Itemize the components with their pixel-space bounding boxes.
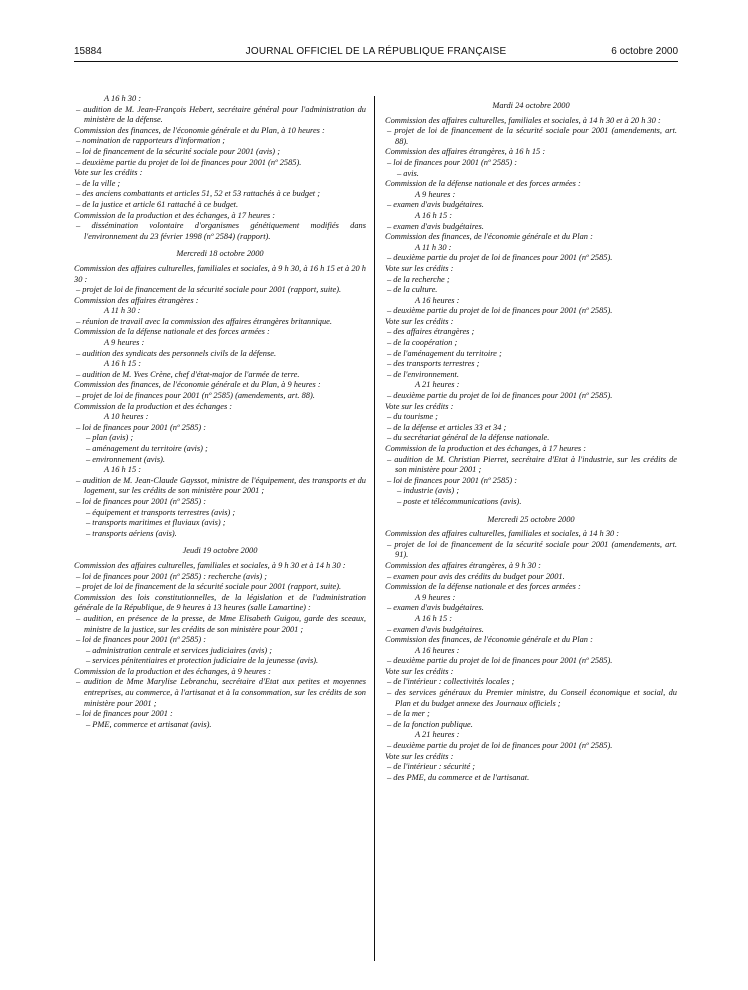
time-heading: A 21 heures : [415,730,460,740]
commission-heading: Commission des finances, de l'économie générale et du Plan : [385,635,593,645]
agenda-item: – projet de loi de finances pour 2001 (nº 2585) (amendements, art. 88). [76,391,315,401]
agenda-item: – examen d'avis budgétaires. [387,200,484,210]
agenda-item: – examen pour avis des crédits du budget pour 2001. [387,571,565,581]
agenda-item: – de la justice et article 61 rattaché à ce budget. [76,199,239,209]
agenda-item: – projet de loi de financement de la sécurité sociale pour 2001 (rapport, suite). [76,285,342,295]
commission-heading: Commission des affaires étrangères, à 9 h 30 : [385,560,541,570]
agenda-item: – réunion de travail avec la commission des affaires étrangères britannique. [76,316,332,326]
time-heading: A 10 heures : [104,412,149,422]
agenda-item: – deuxième partie du projet de loi de finances pour 2001 (nº 2585). [387,306,613,316]
agenda-subitem: – administration centrale et services judiciaires (avis) ; [86,645,272,655]
page-header [74,46,678,60]
time-heading: A 16 h 15 : [415,613,453,623]
agenda-item: – loi de financement de la sécurité sociale pour 2001 (avis) ; [76,146,280,156]
commission-heading: Commission de la production et des échanges : [74,401,233,411]
time-heading: A 16 heures : [415,295,460,305]
day-heading: Mardi 24 octobre 2000 [492,101,570,110]
agenda-subitem: – poste et télécommunications (avis). [397,496,522,506]
agenda-subitem: – équipement et transports terrestres (avis) ; [86,507,236,517]
time-heading: A 16 h 30 : [104,94,142,103]
agenda-item: – loi de finances pour 2001 : [76,709,173,719]
commission-heading: Commission de la défense nationale et des forces armées : [385,179,581,189]
agenda-item: – de la coopération ; [387,338,458,348]
agenda-subitem: – transports aériens (avis). [86,528,177,538]
commission-heading: Commission des finances, de l'économie générale et du Plan, à 9 heures : [74,380,321,390]
agenda-item: – deuxième partie du projet de loi de finances pour 2001 (nº 2585). [387,656,613,666]
vote-heading: Vote sur les crédits : [385,666,454,676]
agenda-item: – projet de loi de financement de la sécurité sociale pour 2001 (amendements, art. 88). [387,126,677,146]
left-column [74,94,366,730]
agenda-subitem: – PME, commerce et artisanat (avis). [86,719,212,729]
agenda-item: – de la culture. [387,285,438,295]
agenda-item: – projet de loi de financement de la sécurité sociale pour 2001 (rapport, suite). [76,582,342,592]
day-heading: Mercredi 25 octobre 2000 [487,514,575,524]
agenda-item: – loi de finances pour 2001 (nº 2585) : [76,496,207,506]
time-heading: A 16 heures : [415,645,460,655]
commission-heading: Commission des affaires étrangères, à 16 h 15 : [385,147,546,157]
commission-heading: Commission de la production et des échanges, à 17 heures : [385,444,587,453]
commission-heading: Commission des affaires culturelles, familiales et sociales, à 14 h 30 : [385,529,620,539]
journal-title: JOURNAL OFFICIEL DE LA RÉPUBLIQUE FRANÇAISE [245,46,507,57]
agenda-item: – deuxième partie du projet de loi de finances pour 2001 (nº 2585). [387,741,613,751]
time-heading: A 16 h 15 : [104,465,142,475]
header-rule [74,61,678,62]
time-heading: A 16 h 15 : [415,210,453,220]
agenda-item: – dissémination volontaire d'organismes génétiquement modifiés dans l'environnement du 23 février 1998 (nº 2584) (rapport). [76,221,366,241]
day-heading: Jeudi 19 octobre 2000 [182,546,258,556]
vote-heading: Vote sur les crédits : [385,751,454,761]
vote-heading: Vote sur les crédits : [385,263,454,273]
agenda-item: – loi de finances pour 2001 (nº 2585) : [76,422,207,432]
agenda-item: – projet de loi de financement de la sécurité sociale pour 2001 (amendements, art. 91). [387,539,677,560]
agenda-subitem: – industrie (avis) ; [397,486,460,496]
commission-heading: Commission de la production et des échanges, à 9 heures : [74,666,271,676]
time-heading: A 9 heures : [104,338,145,348]
agenda-item: – examen d'avis budgétaires. [387,221,484,231]
agenda-item: – audition des syndicats des personnels civils de la défense. [76,348,277,358]
time-heading: A 21 heures : [415,380,460,390]
agenda-item: – loi de finances pour 2001 (nº 2585) : [76,635,207,645]
agenda-item: – loi de finances pour 2001 (nº 2585) : recherche (avis) ; [76,571,268,581]
agenda-item: – des anciens combattants et articles 51, 52 et 53 rattachés à ce budget ; [76,189,320,199]
agenda-item: – des transports terrestres ; [387,359,480,369]
agenda-subitem: – avis. [397,168,419,178]
agenda-item: – de l'intérieur : sécurité ; [387,762,476,772]
time-heading: A 11 h 30 : [415,242,452,252]
commission-heading: Commission des lois constitutionnelles, de la législation et de l'administration générale de la République, de 9 heures à 13 heures (salle Lamartine) : [74,592,366,613]
agenda-item: – audition, en présence de la presse, de Mme Elisabeth Guigou, garde des sceaux, ministre de la justice, sur les crédits de son ministère pour 2001 ; [76,613,366,634]
commission-heading: Commission des affaires culturelles, familiales et sociales, à 14 h 30 et à 20 h 30 : [385,115,661,125]
agenda-item: – audition de Mme Marylise Lebranchu, secrétaire d'Etat aux petites et moyennes entreprises, au commerce, à l'artisanat et à la consommation, sur les crédits de son ministère pour 2001 ; [76,677,366,708]
agenda-subitem: – environnement (avis). [86,454,165,464]
column-divider [374,96,375,961]
time-heading: A 16 h 15 : [104,359,142,369]
time-heading: A 11 h 30 : [104,306,141,316]
agenda-item: – du tourisme ; [387,412,438,422]
agenda-item: – audition de M. Yves Crène, chef d'état-major de l'armée de terre. [76,369,300,379]
agenda-item: – loi de finances pour 2001 (nº 2585) : [387,157,518,167]
agenda-item: – de la ville ; [76,178,121,188]
commission-heading: Commission de la production et des échanges, à 17 heures : [74,210,276,220]
agenda-item: – de l'intérieur : collectivités locales ; [387,677,515,687]
agenda-item: – audition de M. Jean-François Hebert, secrétaire général pour l'administration du ministère de la défense. [76,104,366,125]
commission-heading: Commission des affaires culturelles, familiales et sociales, à 9 h 30, à 16 h 15 et à 20 h 30 : [74,263,366,284]
agenda-item: – audition de M. Christian Pierret, secrétaire d'Etat à l'industrie, sur les crédits de son ministère pour 2001 ; [387,454,677,475]
agenda-item: – du secrétariat général de la défense nationale. [387,433,550,443]
page-number: 15884 [74,46,102,57]
vote-heading: Vote sur les crédits : [385,316,454,326]
agenda-item: – examen d'avis budgétaires. [387,624,484,634]
agenda-item: – deuxième partie du projet de loi de finances pour 2001 (nº 2585). [387,391,613,401]
agenda-item: – audition de M. Jean-Claude Gayssot, ministre de l'équipement, des transports et du logement, sur les crédits de son ministère pour 2001 ; [76,475,366,496]
agenda-subitem: – transports maritimes et fluviaux (avis) ; [86,518,226,528]
agenda-item: – deuxième partie du projet de loi de finances pour 2001 (nº 2585). [387,253,613,263]
time-heading: A 9 heures : [415,592,456,602]
day-heading: Mercredi 18 octobre 2000 [176,249,264,259]
agenda-item: – de la recherche ; [387,274,450,284]
commission-heading: Commission des affaires culturelles, familiales et sociales, à 9 h 30 et à 14 h 30 : [74,560,346,570]
vote-heading: Vote sur les crédits : [385,401,454,411]
commission-heading: Commission de la défense nationale et des forces armées : [385,582,581,592]
agenda-item: – de la défense et articles 33 et 34 ; [387,422,507,432]
agenda-item: – des affaires étrangères ; [387,327,475,337]
commission-heading: Commission des finances, de l'économie générale et du Plan : [385,232,593,242]
issue-date: 6 octobre 2000 [611,46,678,57]
commission-heading: Commission des finances, de l'économie générale et du Plan, à 10 heures : [74,125,325,135]
agenda-item: – nomination de rapporteurs d'information ; [76,136,226,146]
agenda-item: – de la mer ; [387,709,430,719]
agenda-item: – de l'environnement. [387,369,459,379]
agenda-item: – deuxième partie du projet de loi de finances pour 2001 (nº 2585). [76,157,302,167]
agenda-item: – de l'aménagement du territoire ; [387,348,502,358]
right-column [385,94,677,783]
agenda-item: – loi de finances pour 2001 (nº 2585) : [387,475,518,485]
agenda-subitem: – services pénitentiaires et protection judiciaire de la jeunesse (avis). [86,656,319,666]
agenda-item: – des services généraux du Premier ministre, du Conseil économique et social, du Plan et du budget annexe des Journaux officiels ; [387,688,677,708]
commission-heading: Commission de la défense nationale et des forces armées : [74,327,270,337]
agenda-subitem: – plan (avis) ; [86,433,134,443]
time-heading: A 9 heures : [415,189,456,199]
agenda-item: – des PME, du commerce et de l'artisanat. [387,772,530,782]
agenda-item: – de la fonction publique. [387,719,473,729]
commission-heading: Commission des affaires étrangères : [74,295,199,305]
vote-heading: Vote sur les crédits : [74,168,143,178]
agenda-item: – examen d'avis budgétaires. [387,603,484,613]
agenda-subitem: – aménagement du territoire (avis) ; [86,444,208,453]
